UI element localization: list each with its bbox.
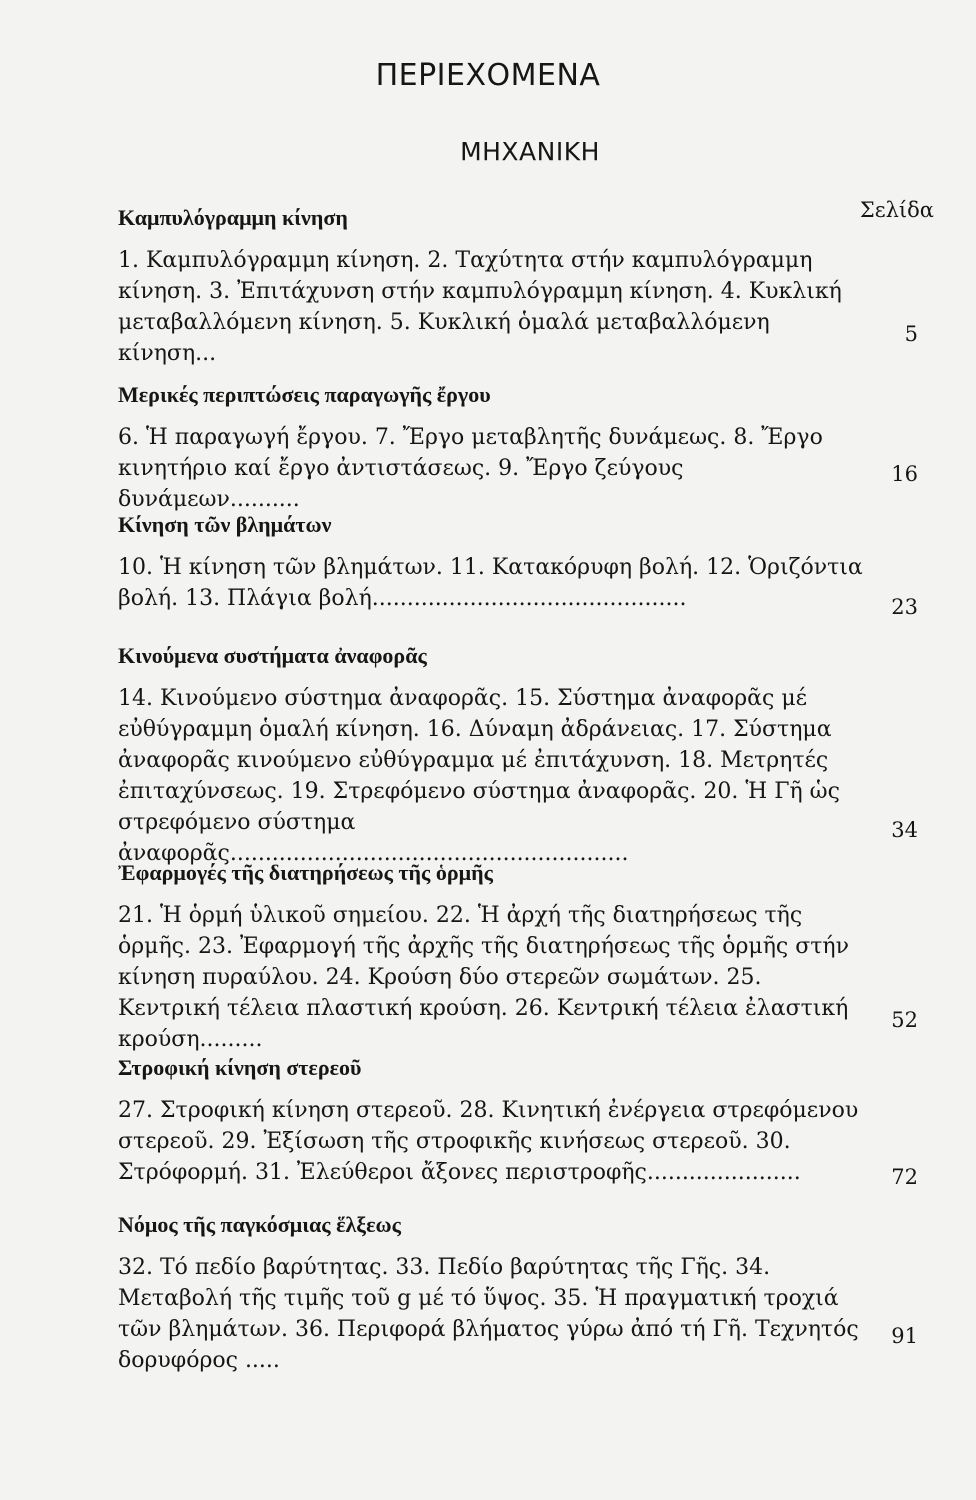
- toc-section: [118, 860, 918, 1055]
- toc-section: [118, 382, 918, 515]
- section-entries: 27. Στροφική κίνηση στερεοῦ. 28. Κινητική ἐνέργεια στρεφόμενου στερεοῦ. 29. Ἐξίσωση τῆς στροφικῆς κινήσεως στερεοῦ. 30. Στρόφορμή. 31. Ἐλεύθεροι ἄξονες περιστροφῆς......................: [118, 1098, 859, 1185]
- section-entries: 21. Ἡ ὁρμή ὑλικοῦ σημείου. 22. Ἡ ἀρχή τῆς διατηρήσεως τῆς ὁρμῆς. 23. Ἐφαρμογή τῆς ἀρχῆς τῆς διατηρήσεως τῆς ὁρμῆς στήν κίνηση πυραύλου. 24. Κρούση δύο στερεῶν σωμάτων. 25. Κεντρική τέλεια πλαστική κρούση. 26. Κεντρική τέλεια ἐλαστική κρούση.........: [118, 903, 849, 1052]
- page-column-label: Σελίδα: [859, 198, 934, 222]
- section-title: Στροφική κίνηση στερεοῦ: [118, 1055, 362, 1080]
- toc-section: [118, 1212, 918, 1376]
- page-number: 91: [891, 1324, 918, 1348]
- page-title: ΠΕΡΙΕΧΟΜΕΝΑ: [375, 58, 601, 93]
- page-number: 5: [904, 322, 918, 346]
- section-title: Νόμος τῆς παγκόσμιας ἕλξεως: [118, 1212, 401, 1237]
- section-entries: 32. Τό πεδίο βαρύτητας. 33. Πεδίο βαρύτητας τῆς Γῆς. 34. Μεταβολή τῆς τιμῆς τοῦ g μέ τό ὕψος. 35. Ἡ πραγματική τροχιά τῶν βλημάτων. 36. Περιφορά βλήματος γύρω ἀπό τή Γῆ. Τεχνητός δορυφόρος .....: [118, 1255, 859, 1373]
- toc-section: [118, 512, 918, 619]
- page-number: 52: [891, 1008, 918, 1032]
- section-entries: 1. Καμπυλόγραμμη κίνηση. 2. Ταχύτητα στήν καμπυλόγραμμη κίνηση. 3. Ἐπιτάχυνση στήν καμπυλόγραμμη κίνηση. 4. Κυκλική μεταβαλλόμενη κίνηση. 5. Κυκλική ὁμαλά μεταβαλλόμενη κίνηση...: [118, 248, 842, 366]
- section-entries: 14. Κινούμενο σύστημα ἀναφορᾶς. 15. Σύστημα ἀναφορᾶς μέ εὐθύγραμμη ὁμαλή κίνηση. 16. Δύναμη ἀδράνειας. 17. Σύστημα ἀναφορᾶς κινούμενο εὐθύγραμμα μέ ἐπιτάχυνση. 18. Μετρητές ἐπιταχύνσεως. 19. Στρεφόμενο σύστημα ἀναφορᾶς. 20. Ἡ Γῆ ὡς στρεφόμενο σύστημα ἀναφορᾶς.........................................................: [118, 686, 840, 866]
- toc-section: [118, 205, 918, 369]
- section-title: Ἐφαρμογές τῆς διατηρήσεως τῆς ὁρμῆς: [118, 860, 493, 885]
- section-entries: 6. Ἡ παραγωγή ἔργου. 7. Ἔργο μεταβλητῆς δυνάμεως. 8. Ἔργο κινητήριο καί ἔργο ἀντιστάσεως. 9. Ἔργο ζεύγους δυνάμεων..........: [118, 425, 823, 512]
- section-entries: 10. Ἡ κίνηση τῶν βλημάτων. 11. Κατακόρυφη βολή. 12. Ὁριζόντια βολή. 13. Πλάγια βολή.............................................: [118, 555, 863, 611]
- section-title: Μερικές περιπτώσεις παραγωγῆς ἔργου: [118, 382, 491, 407]
- page-number: 16: [891, 462, 918, 486]
- page-subtitle: ΜΗΧΑΝΙΚΗ: [460, 137, 600, 166]
- page-number: 72: [891, 1165, 918, 1189]
- toc-section: [118, 1055, 918, 1188]
- page-number: 23: [891, 595, 918, 619]
- section-title: Κίνηση τῶν βλημάτων: [118, 512, 332, 537]
- section-title: Κινούμενα συστήματα ἀναφορᾶς: [118, 643, 427, 668]
- page-number: 34: [891, 818, 918, 842]
- toc-section: [118, 643, 918, 869]
- section-title: Καμπυλόγραμμη κίνηση: [118, 205, 348, 230]
